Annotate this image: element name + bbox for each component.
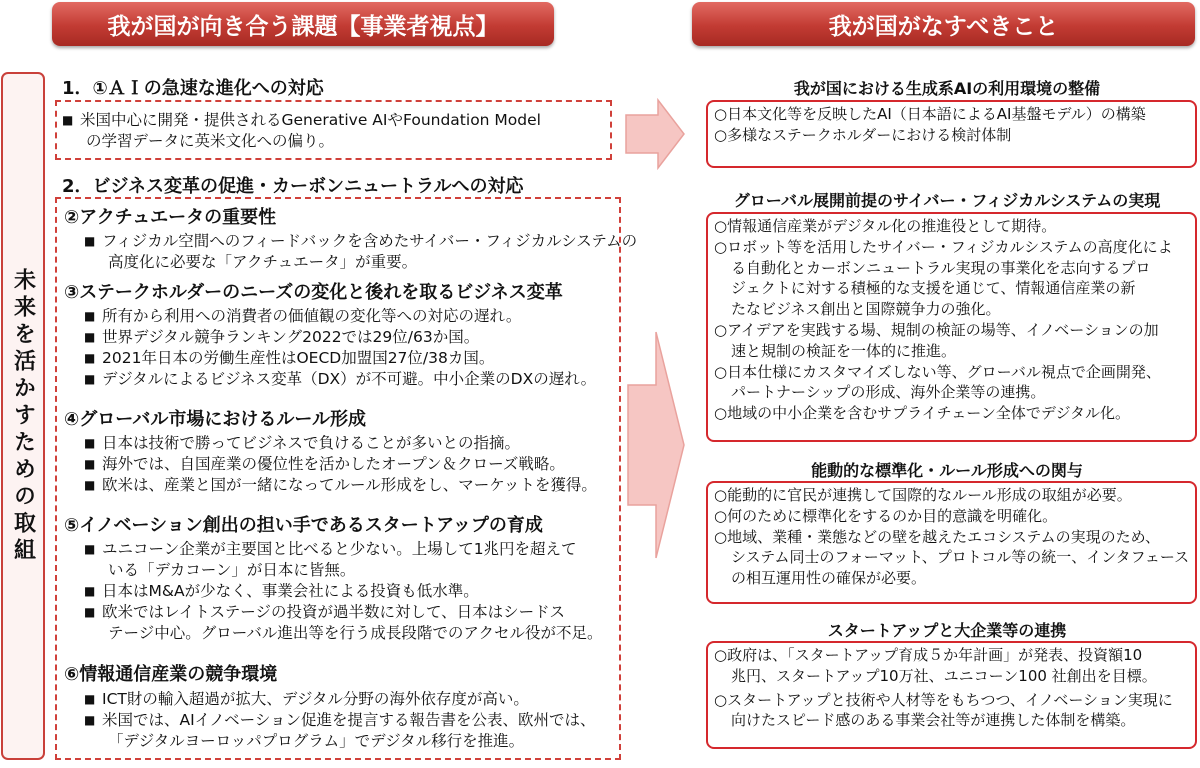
section2-title: 2．ビジネス変革の促進・カーボンニュートラルへの対応 xyxy=(62,176,524,197)
action1-line: ○日本文化等を反映したAI（日本語によるAI基盤モデル）の構築 xyxy=(714,105,1146,123)
bullet-square-icon: ■ xyxy=(84,605,96,619)
action-line: ○日本仕様にカスタマイズしない等、グローバル視点で企画開発、 xyxy=(714,362,1161,381)
bullet-line: ■ デジタルによるビジネス変革（DX）が不可避。中小企業のDXの遅れ。 xyxy=(84,370,597,388)
bullet-line: ■ ICT財の輸入超過が拡大、デジタル分野の海外依存度が高い。 xyxy=(84,690,529,708)
action1-box xyxy=(706,100,1197,168)
action4-box xyxy=(706,641,1197,749)
bullet-line: ■ 日本は技術で勝ってビジネスで負けることが多いとの指摘。 xyxy=(84,434,521,452)
action-line: る自動化とカーボンニュートラル実現の事業化を志向するプロ xyxy=(731,258,1151,277)
arrow-right-icon xyxy=(624,98,686,170)
bullet-square-icon: ■ xyxy=(84,372,96,386)
bullet-line: ■ 世界デジタル競争ランキング2022では29位/63か国。 xyxy=(84,328,480,346)
action-line: ○何のために標準化をするのか目的意識を明確化。 xyxy=(714,506,1058,525)
bullet-square-icon: ■ xyxy=(62,113,74,127)
side-label: 未来を活かすための取組 xyxy=(10,267,36,565)
bullet-square-icon: ■ xyxy=(84,584,96,598)
bullet-square-icon: ■ xyxy=(84,478,96,492)
bullet-square-icon: ■ xyxy=(84,309,96,323)
bullet-line: ■ ユニコーン企業が主要国と比べると少ない。上場して1兆円を超えて xyxy=(84,540,577,558)
subsection-2-title: ②アクチュエータの重要性 xyxy=(64,207,277,228)
bullet-line: ■ 欧米ではレイトステージの投資が過半数に対して、日本はシードス xyxy=(84,603,565,621)
action-line: の相互運用性の確保が必要。 xyxy=(731,569,927,588)
subsection-5-title: ⑤イノベーション創出の担い手であるスタートアップの育成 xyxy=(64,515,543,536)
action3-title: 能動的な標準化・ルール形成への関与 xyxy=(811,461,1083,480)
bullet-line: ■ 2021年日本の労働生産性はOECD加盟国27位/38カ国。 xyxy=(84,349,495,367)
subsection-5-list xyxy=(84,539,602,644)
bullet-line: ■ 米国では、AIイノベーション促進を提言する報告書を公表、欧州では、 xyxy=(84,711,596,729)
action-line: ○ロボット等を活用したサイバー・フィジカルシステムの高度化によ xyxy=(714,237,1173,256)
header-challenges: 我が国が向き合う課題【事業者視点】 xyxy=(52,2,554,46)
action-line: 速と規制の検証を一体的に推進。 xyxy=(731,341,957,360)
subsection-3-list xyxy=(84,306,596,390)
action1-title: 我が国における生成系AIの利用環境の整備 xyxy=(793,79,1101,98)
subsection-3-title: ③ステークホルダーのニーズの変化と後れを取るビジネス変革 xyxy=(64,282,563,303)
bullet-line: ■ 日本はM&Aが少なく、事業会社による投資も低水準。 xyxy=(84,582,479,600)
bullet-line: 「デジタルヨーロッパプログラム」でデジタル移行を推進。 xyxy=(108,732,525,750)
bullet-square-icon: ■ xyxy=(84,330,96,344)
action-line: ○政府は、「スタートアップ育成５か年計画」が発表、投資額10 xyxy=(714,646,1143,664)
action-line: パートナーシップの形成、海外企業等の連携。 xyxy=(731,383,1046,402)
bullet-line: ■ 米国中心に開発・提供されるGenerative AIやFoundation Model xyxy=(62,111,541,129)
bullet-line: ■ フィジカル空間へのフィードバックを含めたサイバー・フィジカルシステムの xyxy=(84,232,638,250)
bullet-square-icon: ■ xyxy=(84,351,96,365)
action3-box xyxy=(706,481,1197,604)
action-line: ○地域の中小企業を含むサプライチェーン全体でデジタル化。 xyxy=(714,404,1130,423)
action2-box xyxy=(706,212,1197,442)
action-line: ○情報通信産業がデジタル化の推進役として期待。 xyxy=(714,217,1057,235)
bullet-line: テージ中心。グローバル進出等を行う成長段階でのアクセル役が不足。 xyxy=(108,624,603,642)
subsection-2-list xyxy=(84,231,637,273)
action1-line: ○多様なステークホルダーにおける検討体制 xyxy=(714,125,1012,144)
bullet-line: 高度化に必要な「アクチュエータ」が重要。 xyxy=(108,253,418,271)
bullet-line: いる「デカコーン」が日本に皆無。 xyxy=(108,561,356,579)
action-line: ○地域、業種・業態などの壁を越えたエコシステムの実現のため、 xyxy=(714,527,1160,546)
action-line: システム同士のフォーマット、プロトコル等の統一、インタフェース xyxy=(731,548,1190,567)
bullet-square-icon: ■ xyxy=(84,457,96,471)
bullet-line: ■ 所有から利用への消費者の価値観の変化等への対応の遅れ。 xyxy=(84,307,522,325)
action2-title: グローバル展開前提のサイバー・フィジカルシステムの実現 xyxy=(733,191,1161,210)
action-line: 向けたスピード感のある事業会社等が連携した体制を構築。 xyxy=(731,711,1136,730)
subsection-4-list xyxy=(84,433,597,496)
arrow-right-large-icon xyxy=(626,330,686,560)
bullet-square-icon: ■ xyxy=(84,542,96,556)
header-actions: 我が国がなすべきこと xyxy=(692,2,1195,46)
action4-title: スタートアップと大企業等の連携 xyxy=(827,621,1067,640)
bullet-line: の学習データに英米文化への偏り。 xyxy=(86,132,335,150)
section1-title: 1．①ＡＩの急速な進化への対応 xyxy=(62,78,324,99)
action-line: 兆円、スタートアップ10万社、ユニコーン100 社創出を目標。 xyxy=(731,666,1157,685)
subsection-6-title: ⑥情報通信産業の競争環境 xyxy=(64,664,278,685)
bullet-line: ■ 欧米は、産業と国が一緒になってルール形成をし、マーケットを獲得。 xyxy=(84,476,597,494)
section1-bullet xyxy=(62,110,541,152)
action-line: ○スタートアップと技術や人材等をもちつつ、イノベーション実現に xyxy=(714,690,1173,709)
bullet-line: ■ 海外では、自国産業の優位性を活かしたオープン＆クローズ戦略。 xyxy=(84,455,565,473)
bullet-square-icon: ■ xyxy=(84,436,96,450)
action-line: ○アイデアを実践する場、規制の検証の場等、イノベーションの加 xyxy=(714,320,1159,339)
action-line: たなビジネス創出と国際競争力の強化。 xyxy=(731,300,1001,319)
subsection-6-list xyxy=(84,689,596,752)
bullet-square-icon: ■ xyxy=(84,234,96,248)
subsection-4-title: ④グローバル市場におけるルール形成 xyxy=(64,409,366,430)
side-label-panel xyxy=(1,72,45,760)
bullet-square-icon: ■ xyxy=(84,713,96,727)
action-line: ジェクトに対する積極的な支援を通じて、情報通信産業の新 xyxy=(731,279,1136,298)
action-line: ○能動的に官民が連携して国際的なルール形成の取組が必要。 xyxy=(714,486,1132,504)
bullet-square-icon: ■ xyxy=(84,692,96,706)
